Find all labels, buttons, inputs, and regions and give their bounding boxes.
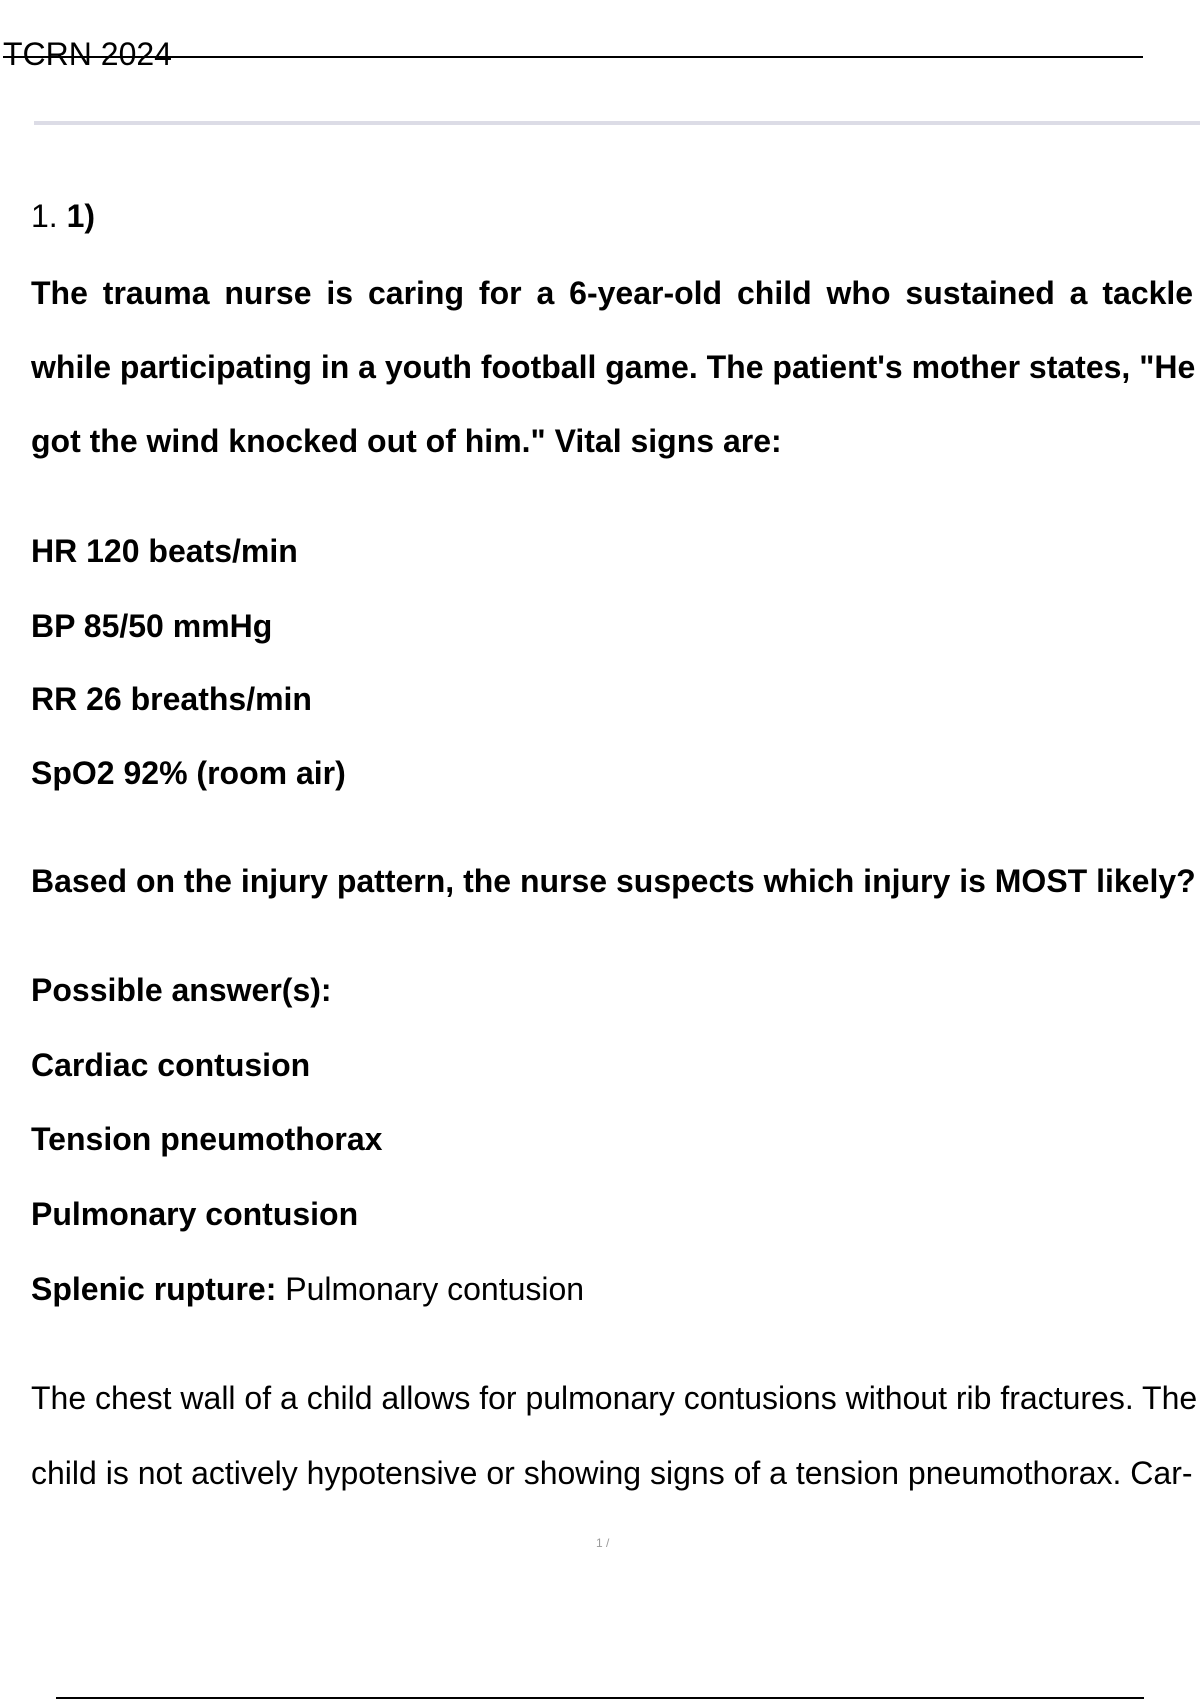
document-header: TCRN 2024 — [3, 36, 172, 72]
answer-option-2: Tension pneumothorax — [31, 1121, 383, 1157]
question-stem-line-1: The trauma nurse is caring for a 6-year-old child who sustained a tackle — [31, 275, 1194, 311]
header-underline — [3, 56, 1143, 58]
question-label: 1) — [66, 198, 96, 234]
correct-answer: Pulmonary contusion — [285, 1271, 585, 1307]
rationale-line-2: child is not actively hypotensive or showing signs of a tension pneumothorax. Car- — [31, 1455, 1193, 1491]
vital-sign-rr: RR 26 breaths/min — [31, 681, 312, 717]
footer-rule — [56, 1697, 1144, 1699]
page-number: 1 / — [596, 1536, 610, 1550]
question-prompt: Based on the injury pattern, the nurse suspects which injury is MOST likely? — [31, 863, 1196, 899]
answer-option-4 — [31, 1269, 584, 1309]
question-number — [31, 196, 95, 236]
vital-sign-hr: HR 120 beats/min — [31, 533, 298, 569]
answer-option-4-label: Splenic rupture: — [31, 1271, 277, 1307]
vital-sign-bp: BP 85/50 mmHg — [31, 608, 273, 644]
answer-option-1: Cardiac contusion — [31, 1047, 311, 1083]
section-divider — [34, 121, 1200, 125]
vital-sign-spo2: SpO2 92% (room air) — [31, 755, 346, 791]
question-stem-line-2: while participating in a youth football game. The patient's mother states, "He — [31, 349, 1196, 385]
rationale-line-1: The chest wall of a child allows for pulmonary contusions without rib fractures. The — [31, 1380, 1198, 1416]
answer-option-3: Pulmonary contusion — [31, 1196, 359, 1232]
question-list-number: 1. — [31, 198, 58, 234]
answers-heading: Possible answer(s): — [31, 972, 332, 1008]
question-stem-line-3: got the wind knocked out of him." Vital signs are: — [31, 423, 782, 459]
